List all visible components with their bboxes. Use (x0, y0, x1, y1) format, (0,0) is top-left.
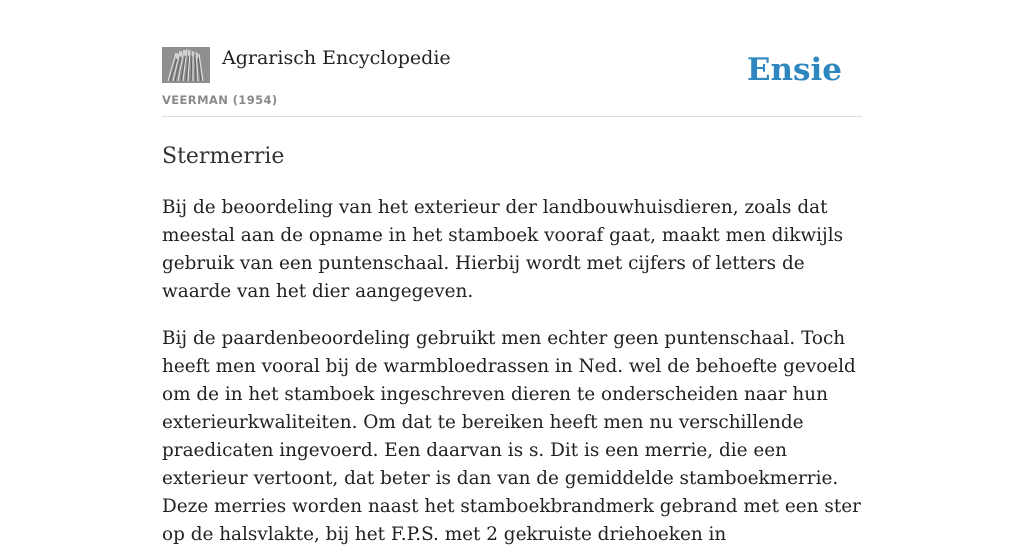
source-header (162, 46, 862, 117)
source-title[interactable]: Agrarisch Encyclopedie (222, 47, 451, 69)
article-paragraph: Bij de paardenbeoordeling gebruikt men echter geen puntenschaal. Toch heeft men vooral bij de warmbloedrassen in Ned. wel de behoefte gevoeld om de in het stamboek ingeschreven dieren te onderscheiden naar hun exterieurkwaliteiten. Om dat te bereiken heeft men nu verschillende praedicaten ingevoerd. Een daarvan is s. Dit is een merrie, die een exterieur vertoont, dat beter is dan van de gemiddelde stamboekmerrie. Deze merries worden naast het stamboekbrandmerk gebrand met een ster op de halsvlakte, bij het F.P.S. met 2 gekruiste driehoeken in (162, 328, 861, 545)
brand-logo-link[interactable]: Ensie (746, 52, 842, 88)
page (162, 0, 862, 549)
source-subtitle: VEERMAN (1954) (162, 93, 278, 107)
article-title: Stermerrie (162, 144, 285, 169)
wheat-ears-icon[interactable] (162, 47, 210, 83)
article-paragraph: Bij de beoordeling van het exterieur der landbouwhuisdieren, zoals dat meestal aan de opname in het stamboek vooraf gaat, maakt men dikwijls gebruik van een puntenschaal. Hierbij wordt met cijfers of letters de waarde van het dier aangegeven. (162, 197, 844, 302)
